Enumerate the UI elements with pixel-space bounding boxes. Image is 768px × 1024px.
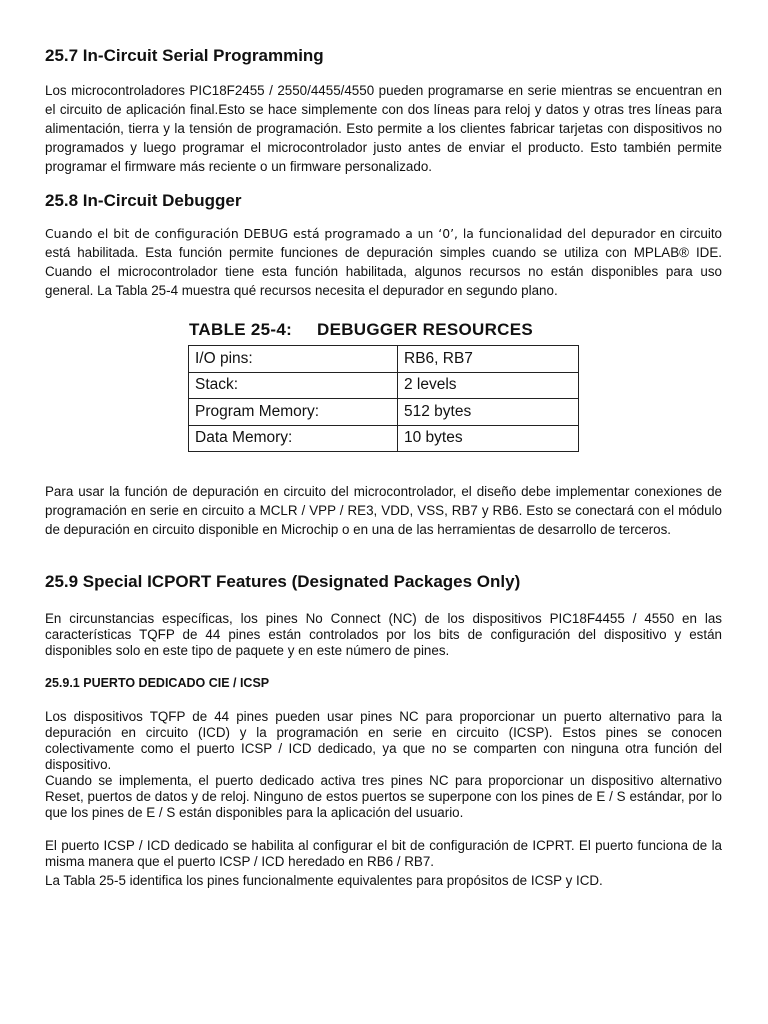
- section-25-8-body: [45, 224, 722, 300]
- table-cell-name: Program Memory:: [189, 399, 398, 426]
- section-25-8-body-lead: Cuando el bit de configuración DEBUG está programado a un ‘0’, la funcionalidad del depurador: [45, 226, 656, 241]
- table-cell-value: RB6, RB7: [398, 346, 579, 373]
- table-cell-value: 512 bytes: [398, 399, 579, 426]
- section-25-9-1-para-2: Cuando se implementa, el puerto dedicado activa tres pines NC para proporcionar un dispositivo alternativo Reset, puertos de datos y de reloj. Ninguno de estos puertos se superpone con los pines de E / S estándar, por lo que los pines de E / S están disponibles para la aplicación del usuario.: [45, 773, 722, 820]
- table-caption: [189, 320, 533, 340]
- table-row: [189, 346, 579, 373]
- section-25-9-1-heading: 25.9.1 PUERTO DEDICADO CIE / ICSP: [45, 676, 270, 690]
- table-title: DEBUGGER RESOURCES: [317, 320, 534, 339]
- table-cell-name: Stack:: [189, 372, 398, 399]
- table-row: [189, 372, 579, 399]
- table-label: TABLE 25-4:: [189, 320, 293, 339]
- section-25-9-1-para-4: La Tabla 25-5 identifica los pines funcionalmente equivalentes para propósitos de ICSP y ICD.: [45, 873, 603, 888]
- section-25-7-body: Los microcontroladores PIC18F2455 / 2550/4455/4550 pueden programarse en serie mientras se encuentran en el circuito de aplicación final.Esto se hace simplemente con dos líneas para reloj y datos y otras tres líneas para alimentación, tierra y la tensión de programación. Esto permite a los clientes fabricar tarjetas con dispositivos no programados y luego programar el microcontrolador justo antes de enviar el producto. Esto también permite programar el firmware más reciente o un firmware personalizado.: [45, 83, 722, 174]
- table-cell-name: I/O pins:: [189, 346, 398, 373]
- section-25-8-body-rest: en circuito está habilitada. Esta función permite funciones de depuración simples cuando se utiliza con MPLAB® IDE. Cuando el microcontrolador tiene esta función habilitada, algunos recursos no están disponibles para uso general. La Tabla 25-4 muestra qué recursos necesita el depurador en segundo plano.: [45, 226, 723, 298]
- section-25-9-1-para-1: Los dispositivos TQFP de 44 pines pueden usar pines NC para proporcionar un puerto alternativo para la depuración en circuito (ICD) y la programación en serie en circuito (ICSP). Estos pines se conocen colectivamente como el puerto ICSP / ICD dedicado, ya que no se comparten con ninguna otra función del dispositivo.: [45, 709, 722, 772]
- section-25-9-body: En circunstancias específicas, los pines No Connect (NC) de los dispositivos PIC18F4455 / 4550 en las características TQFP de 44 pines están controlados por los bits de configuración del dispositivo y están disponibles solo en este tipo de paquete y en este número de pines.: [45, 611, 722, 658]
- section-25-9-heading: 25.9 Special ICPORT Features (Designated Packages Only): [45, 572, 521, 591]
- section-25-9-1-para-3: El puerto ICSP / ICD dedicado se habilita al configurar el bit de configuración de ICPRT. El puerto funciona de la misma manera que el puerto ICSP / ICD heredado en RB6 / RB7.: [45, 838, 722, 869]
- debugger-resources-table: [188, 345, 579, 452]
- table-row: [189, 425, 579, 452]
- section-25-7-heading: 25.7 In-Circuit Serial Programming: [45, 46, 324, 65]
- section-25-8-heading: 25.8 In-Circuit Debugger: [45, 191, 242, 210]
- after-table-paragraph: Para usar la función de depuración en circuito del microcontrolador, el diseño debe implementar conexiones de programación en serie en circuito a MCLR / VPP / RE3, VDD, VSS, RB7 y RB6. Esto se conectará con el módulo de depuración en circuito disponible en Microchip o en una de las herramientas de desarrollo de terceros.: [45, 484, 722, 537]
- table-cell-name: Data Memory:: [189, 425, 398, 452]
- table-row: [189, 399, 579, 426]
- table-cell-value: 2 levels: [398, 372, 579, 399]
- table-cell-value: 10 bytes: [398, 425, 579, 452]
